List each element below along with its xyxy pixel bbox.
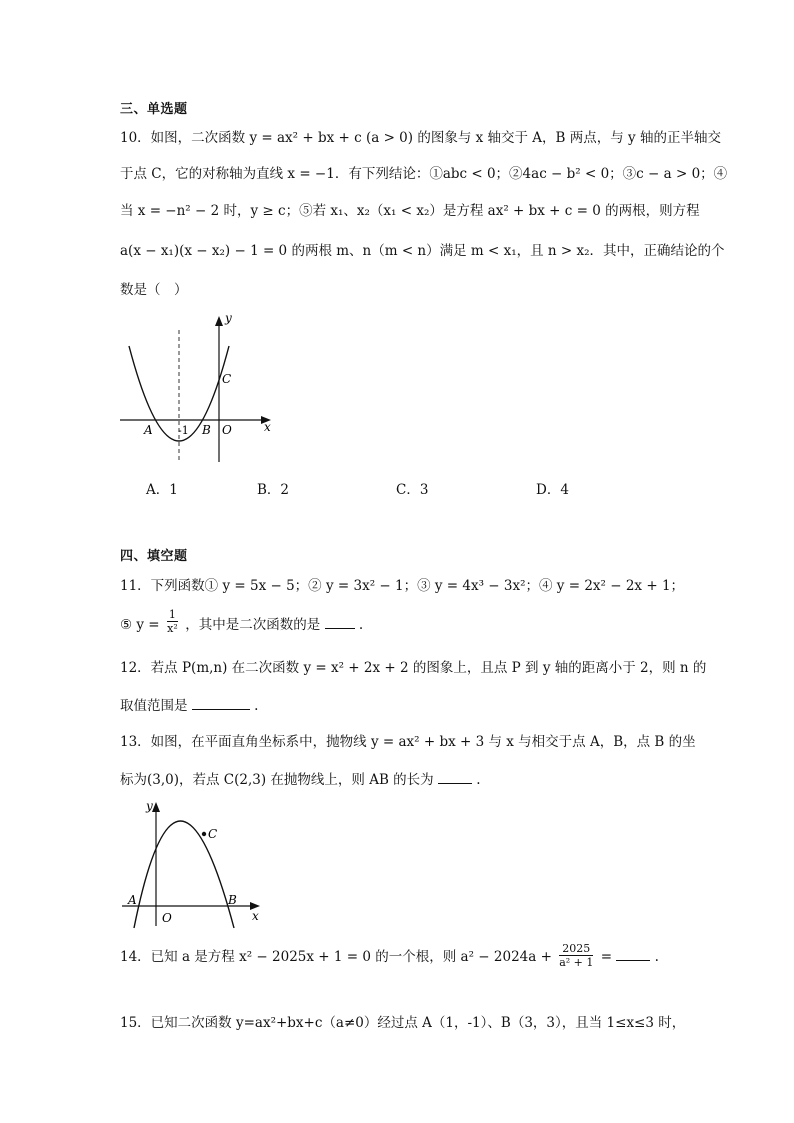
q10-option-c[interactable]: C．3 — [396, 482, 429, 498]
q12-end: . — [254, 698, 259, 714]
q12-answer-blank[interactable] — [192, 695, 250, 710]
q10-parabola-graph — [115, 310, 285, 470]
q14-prefix: 14．已知 a 是方程 x² − 2025x + 1 = 0 的一个根，则 a² − 2024a + — [120, 949, 552, 965]
q15-line-1: 15．已知二次函数 y=ax²+bx+c（a≠0）经过点 A（1，-1）、B（3，3），且当 1≤x≤3 时， — [120, 1015, 686, 1031]
section-title-fill-in: 四、填空题 — [120, 549, 188, 564]
q11-fraction — [167, 608, 178, 635]
q10-line-5: 数是（ ） — [120, 282, 188, 298]
q13-answer-blank[interactable] — [438, 769, 472, 784]
q11-frac-den: x² — [167, 622, 178, 635]
q10-label-neg1: -1 — [178, 424, 189, 437]
q11-item5-prefix: ⑤ y = — [120, 617, 160, 633]
q13-label-x: x — [252, 909, 259, 923]
q11-question-text: ，其中是二次函数的是 — [185, 617, 321, 633]
q11-line-1: 11．下列函数① y = 5x − 5；② y = 3x² − 1；③ y = 4x³ − 3x²；④ y = 2x² − 2x + 1； — [120, 578, 685, 594]
q10-line-1: 10．如图，二次函数 y = ax² + bx + c (a > 0) 的图象与 x 轴交于 A，B 两点，与 y 轴的正半轴交 — [120, 130, 721, 146]
q10-label-y: y — [225, 311, 232, 325]
q13-label-c: C — [208, 827, 218, 841]
q13-parabola-graph — [118, 798, 268, 930]
q14-equals: = — [600, 949, 612, 965]
q13-label-b: B — [228, 893, 237, 907]
q14-frac-den: a² + 1 — [559, 956, 594, 969]
q10-line-4: a(x − x₁)(x − x₂) − 1 = 0 的两根 m、n（m < n）满足 m < x₁，且 n > x₂．其中，正确结论的个 — [120, 243, 725, 259]
q12-line-2-text: 取值范围是 — [120, 698, 188, 714]
q14-frac-num: 2025 — [559, 942, 593, 956]
q10-option-a[interactable]: A．1 — [146, 482, 178, 498]
q13-label-o: O — [162, 911, 172, 925]
q13-y-axis-arrow-icon — [152, 802, 160, 812]
q10-label-o: O — [222, 423, 232, 437]
q11-frac-num: 1 — [168, 608, 176, 621]
section-title-single-choice: 三、单选题 — [120, 102, 188, 117]
q10-line-3: 当 x = −n² − 2 时，y ≥ c；⑤若 x₁、x₂（x₁ < x₂）是方程 ax² + bx + c = 0 的两根，则方程 — [120, 203, 700, 219]
q12-line-1: 12．若点 P(m,n) 在二次函数 y = x² + 2x + 2 的图象上，且点 P 到 y 轴的距离小于 2，则 n 的 — [120, 660, 707, 676]
q10-label-x: x — [264, 420, 271, 434]
q13-line-1: 13．如图，在平面直角坐标系中，抛物线 y = ax² + bx + 3 与 x 与相交于点 A，B，点 B 的坐 — [120, 734, 696, 750]
q11-end: . — [358, 617, 364, 633]
q13-end: . — [476, 772, 481, 788]
q10-label-a: A — [144, 423, 153, 437]
q13-point-c — [202, 832, 206, 836]
q10-line-2: 于点 C，它的对称轴为直线 x = −1．有下列结论：①abc < 0；②4ac − b² < 0；③c − a > 0；④ — [120, 166, 728, 182]
q13-label-y: y — [146, 799, 153, 813]
q13-line-2 — [120, 769, 720, 790]
q10-option-d[interactable]: D．4 — [536, 482, 569, 498]
q14-fraction — [559, 942, 593, 969]
q14-line — [120, 944, 720, 978]
q13-line-2-text: 标为(3,0)，若点 C(2,3) 在抛物线上，则 AB 的长为 — [120, 772, 434, 788]
q13-label-a: A — [128, 893, 137, 907]
q10-label-c: C — [222, 372, 232, 386]
q14-answer-blank[interactable] — [616, 946, 650, 961]
q10-option-b[interactable]: B．2 — [257, 482, 290, 498]
q12-line-2 — [120, 695, 720, 716]
q11-answer-blank[interactable] — [325, 614, 355, 629]
q10-y-axis-arrow-icon — [215, 316, 223, 326]
q11-line-2 — [120, 608, 720, 646]
q14-end: . — [654, 949, 659, 965]
q13-parabola-curve — [134, 821, 234, 928]
q10-label-b: B — [202, 423, 211, 437]
